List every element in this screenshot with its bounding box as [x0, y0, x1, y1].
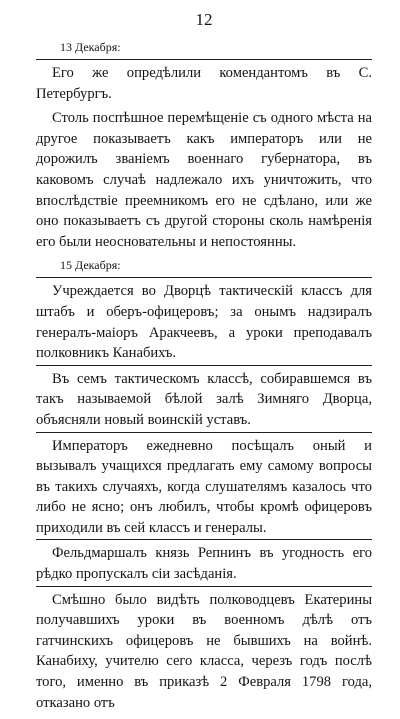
divider-rule — [36, 539, 372, 540]
paragraph: Смѣшно было видѣть полководцевъ Екатерины получавшихъ уроки въ военномъ дѣлѣ отъ гатчинскихъ офицеровъ не бывшихъ на войнѣ. Канабиху, учителю сего класса, черезъ годъ послѣ того, именно въ приказѣ 2 Февраля 1798 года, отказано отъ — [36, 591, 372, 711]
divider-rule — [36, 365, 372, 366]
page-number: 12 — [195, 10, 213, 29]
paragraph: Въ семъ тактическомъ классѣ, собиравшемся въ такъ называемой бѣлой залѣ Зимняго Дворца, объясняли новый воинскій уставъ. — [36, 370, 372, 428]
paragraph: Его же опредѣлили комендантомъ въ С. Петербургъ. — [36, 65, 372, 102]
divider-rule — [36, 586, 372, 587]
entry-date: 15 Декабря: — [60, 258, 121, 273]
divider-rule — [36, 59, 372, 60]
divider-rule — [36, 277, 372, 278]
book-page — [36, 10, 372, 719]
paragraph: Фельдмаршалъ князь Репнинъ въ угодность его рѣдко пропускалъ сіи засѣданія. — [36, 545, 372, 583]
entry-date: 13 Декабря: — [60, 40, 121, 54]
divider-rule — [36, 432, 372, 433]
paragraph: Столь поспѣшное перемѣщеніе съ одного мѣста на другое показываетъ какъ императоръ или не дорожилъ званіемъ военнаго губернатора, въ каковомъ случаѣ надлежало ихъ уничтожить, что впослѣдствіе преемникомъ его не сдѣлано, или же оно показываетъ съ другой стороны сколь намѣренія его были неосновательны и непостоянны. — [36, 110, 372, 250]
paragraph: Императоръ ежедневно посѣщалъ оный и вызывалъ учащихся предлагать ему самому вопросы въ такихъ случаяхъ, когда слушателямъ казалось что либо не ясно; онъ любилъ, чтобы кромѣ офицеровъ приходили въ сей классъ и генералы. — [36, 437, 372, 536]
paragraph: Учреждается во Дворцѣ тактическій классъ для штабъ и оберъ-офицеровъ; за онымъ надзиралъ генералъ-маіоръ Аракчеевъ, а уроки преподавалъ полковникъ Канабихъ. — [36, 283, 372, 362]
entry-december-13 — [36, 40, 372, 252]
entry-december-15 — [36, 258, 372, 713]
